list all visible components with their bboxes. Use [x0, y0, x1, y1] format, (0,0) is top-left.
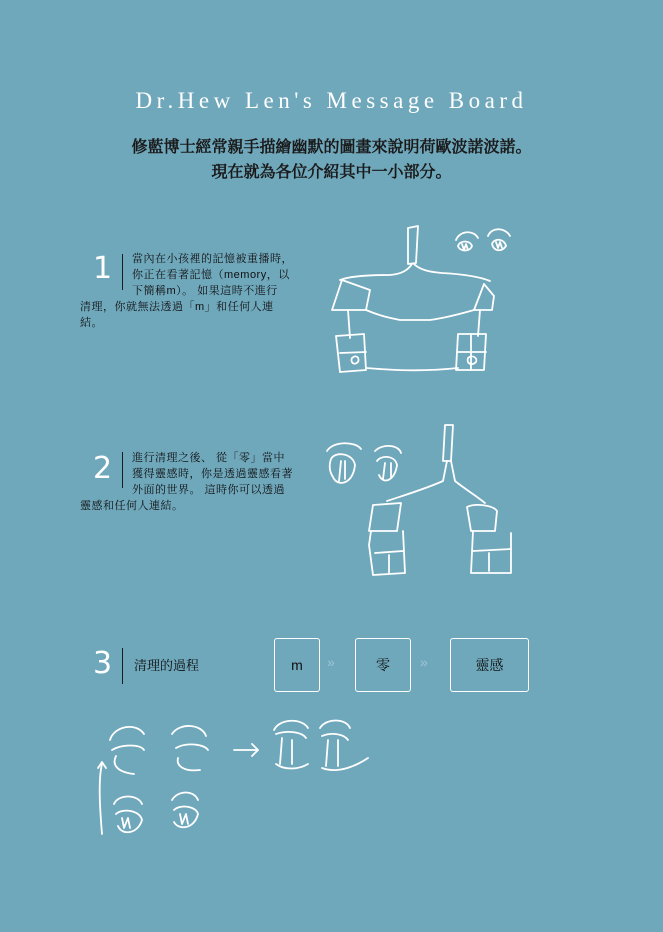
flow-arrow-icon: » [420, 654, 425, 670]
inspiration-figure-sketch-icon [325, 423, 525, 593]
step-3-divider [122, 648, 123, 684]
step-2-text [80, 450, 302, 514]
step-3-number: 3 [93, 646, 113, 681]
cleaning-process-sketch-icon [88, 710, 378, 840]
step-2-line: 外面的世界。 這時你可以透過 [132, 484, 286, 496]
step-2-line: 獲得靈感時，你是透過靈感看著 [132, 468, 293, 480]
memory-figure-sketch-icon [320, 218, 520, 388]
page-title: Dr.Hew Len's Message Board [135, 88, 528, 113]
subtitle-line-2: 現在就為各位介紹其中一小部分。 [211, 162, 452, 181]
flow-box-inspiration: 靈感 [450, 638, 529, 692]
step-2-number: 2 [93, 451, 113, 486]
flow-box-zero: 零 [355, 638, 411, 692]
step-2-line: 進行清理之後、 從「零」當中 [132, 452, 286, 464]
step-1-line: 你正在看著記憶（memory，以 [132, 269, 290, 281]
flow-arrow-icon: » [327, 654, 332, 670]
step-1-line: 當內在小孩裡的記憶被重播時， [132, 253, 293, 265]
page-subtitle [0, 134, 663, 184]
step-2-line: 靈感和任何人連結。 [80, 500, 184, 512]
step-1-text [80, 251, 302, 331]
step-1-line: 結。 [80, 317, 103, 329]
step-1-number: 1 [93, 251, 113, 286]
step-3-label: 清理的過程 [134, 658, 200, 673]
step-1-line: 清理，你就無法透過「m」和任何人連 [80, 301, 274, 313]
subtitle-line-1: 修藍博士經常親手描繪幽默的圖畫來說明荷歐波諾波諾。 [131, 137, 532, 156]
step-1-line: 下簡稱m）。 如果這時不進行 [132, 285, 278, 297]
flow-box-m: m [274, 638, 320, 692]
